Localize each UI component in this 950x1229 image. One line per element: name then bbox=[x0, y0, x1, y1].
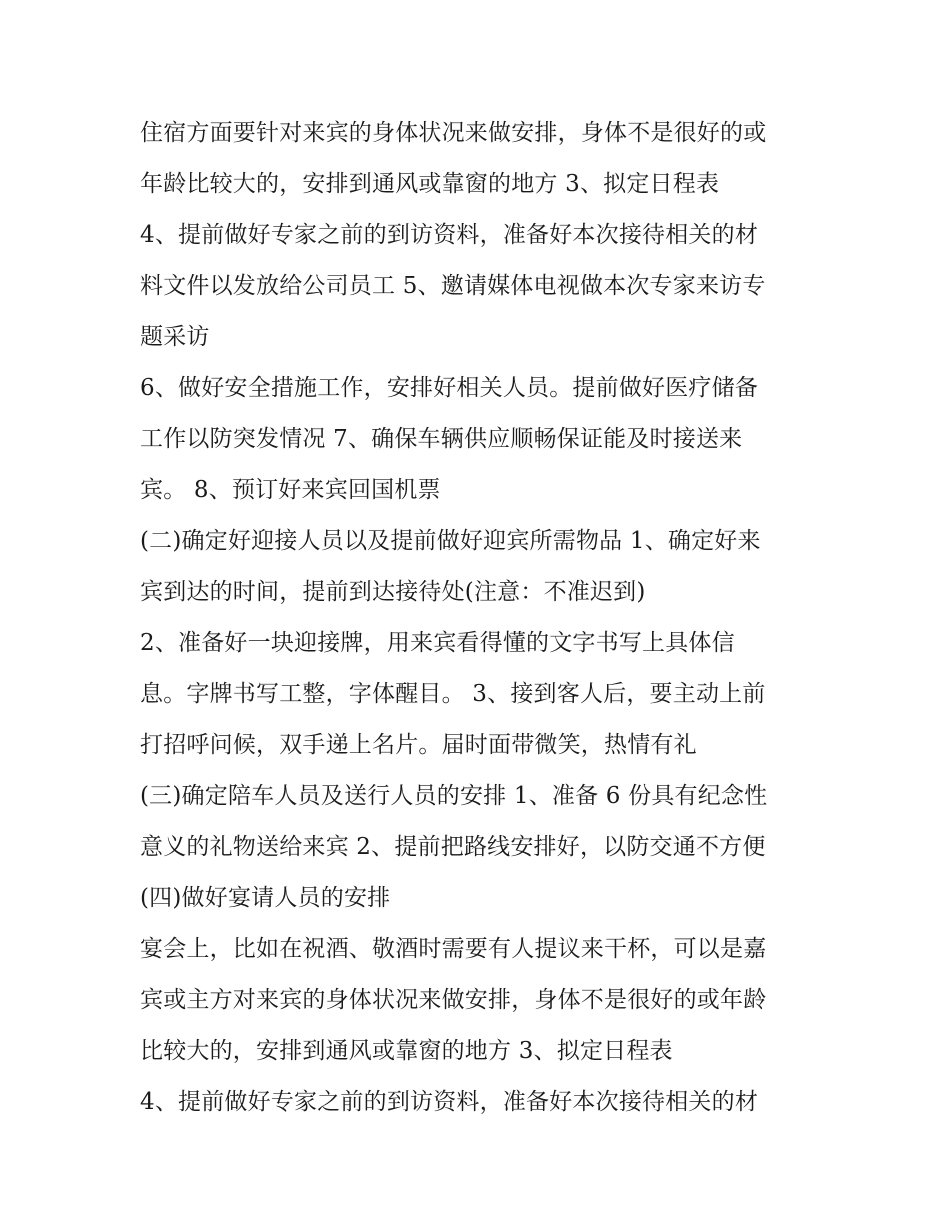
text-line: 年龄比较大的，安排到通风或靠窗的地方 3、拟定日程表 bbox=[140, 171, 720, 197]
text-line: (四)做好宴请人员的安排 bbox=[140, 885, 391, 911]
text-line: (二)确定好迎接人员以及提前做好迎宾所需物品 1、确定好来 bbox=[140, 528, 761, 554]
text-line: 宾或主方对来宾的身体状况来做安排，身体不是很好的或年龄 bbox=[140, 987, 767, 1013]
text-line: 料文件以发放给公司员工 5、邀请媒体电视做本次专家来访专 bbox=[140, 273, 766, 299]
text-line: 2、准备好一块迎接牌，用来宾看得懂的文字书写上具体信 bbox=[140, 630, 735, 656]
text-line: 4、提前做好专家之前的到访资料，准备好本次接待相关的材 bbox=[140, 1089, 759, 1115]
text-line: 6、做好安全措施工作，安排好相关人员。提前做好医疗储备 bbox=[140, 375, 759, 401]
text-line: 宴会上，比如在祝酒、敬酒时需要有人提议来干杯，可以是嘉 bbox=[140, 936, 767, 962]
text-line: 意义的礼物送给来宾 2、提前把路线安排好，以防交通不方便 bbox=[140, 834, 766, 860]
text-line: 4、提前做好专家之前的到访资料，准备好本次接待相关的材 bbox=[140, 222, 759, 248]
text-line: 宾到达的时间，提前到达接待处(注意：不准迟到) bbox=[140, 579, 646, 605]
text-line: 宾。 8、预订好来宾回国机票 bbox=[140, 477, 441, 503]
text-line: 息。字牌书写工整，字体醒目。 3、接到客人后，要主动上前 bbox=[140, 681, 766, 707]
text-line: 工作以防突发情况 7、确保车辆供应顺畅保证能及时接送来 bbox=[140, 426, 743, 452]
text-line: 比较大的，安排到通风或靠窗的地方 3、拟定日程表 bbox=[140, 1038, 673, 1064]
document-body bbox=[140, 108, 830, 1128]
text-line: 住宿方面要针对来宾的身体状况来做安排，身体不是很好的或 bbox=[140, 120, 767, 146]
text-line: 打招呼问候，双手递上名片。届时面带微笑，热情有礼 bbox=[140, 732, 697, 758]
text-line: 题采访 bbox=[140, 324, 210, 350]
text-line: (三)确定陪车人员及送行人员的安排 1、准备 6 份具有纪念性 bbox=[140, 783, 768, 809]
